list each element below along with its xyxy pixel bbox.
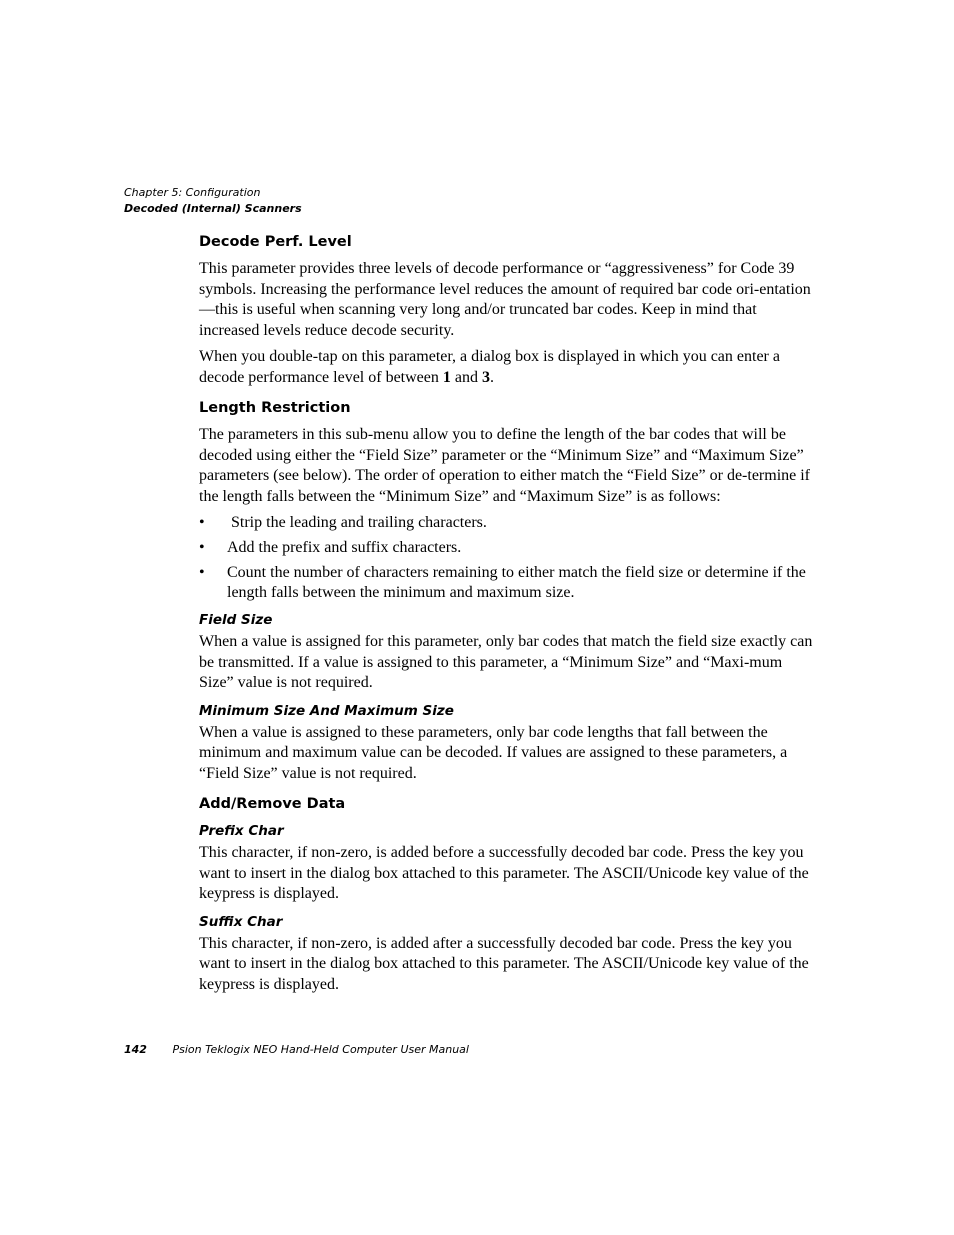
page-number: 142 <box>124 1043 147 1056</box>
length-restriction-heading: Length Restriction <box>199 400 351 416</box>
decode-perf-heading: Decode Perf. Level <box>199 234 352 250</box>
decode-perf-p2-text: When you double-tap on this parameter, a dialog box is displayed in which you can enter a decode performance level of between <box>199 348 780 386</box>
list-item <box>199 538 815 558</box>
field-size-text: When a value is assigned for this parameter, only bar codes that match the field size exactly can be transmitted. If a value is assigned to this parameter, a “Minimum Size” and “Maxi-mum Size” value is not required. <box>199 633 813 691</box>
running-head-chapter: Chapter 5: Configuration <box>124 186 261 199</box>
decode-perf-p2-and: and <box>450 368 482 386</box>
decode-perf-max-level: 3 <box>481 368 490 386</box>
running-head-section: Decoded (Internal) Scanners <box>124 202 302 215</box>
bullet-icon: • <box>199 564 205 581</box>
list-item <box>199 563 815 603</box>
bullet-icon: • <box>199 514 205 531</box>
field-size-heading: Field Size <box>199 612 273 628</box>
prefix-char-heading: Prefix Char <box>199 823 284 839</box>
list-item-text: Add the prefix and suffix characters. <box>227 539 462 556</box>
decode-perf-p2-period: . <box>489 368 494 386</box>
decode-perf-paragraph-2 <box>199 347 815 388</box>
suffix-char-text: This character, if non-zero, is added after a successfully decoded bar code. Press the key you want to insert in the dialog box attached to this parameter. The ASCII/Unicode key value of the keypress is displayed. <box>199 934 809 993</box>
decode-perf-paragraph-1: This parameter provides three levels of decode performance or “aggressiveness” for Code 39 symbols. Increasing the performance level reduces the amount of required bar code ori-entation—this is useful when scanning very long and/or truncated bar codes. Keep in mind that increased levels reduce decode security. <box>199 260 811 339</box>
list-item <box>199 513 815 533</box>
operation-steps-list <box>199 513 815 603</box>
add-remove-data-heading: Add/Remove Data <box>199 796 346 812</box>
page-content <box>199 232 815 1001</box>
min-max-size-heading: Minimum Size And Maximum Size <box>199 702 454 719</box>
min-max-size-text: When a value is assigned to these parameters, only bar code lengths that fall between the minimum and maximum value can be decoded. If values are assigned to these parameters, a “Field Size” value is not required. <box>199 723 788 782</box>
list-item-text: Strip the leading and trailing characters. <box>231 514 487 531</box>
decode-perf-min-level: 1 <box>442 368 451 386</box>
page-footer <box>124 1042 469 1058</box>
bullet-icon: • <box>199 539 205 556</box>
list-item-text: Count the number of characters remaining to either match the field size or determine if the length falls between the minimum and maximum size. <box>227 564 806 601</box>
suffix-char-heading: Suffix Char <box>199 913 283 930</box>
prefix-char-text: This character, if non-zero, is added before a successfully decoded bar code. Press the key you want to insert in the dialog box attached to this parameter. The ASCII/Unicode key value of the keypress is displayed. <box>199 844 809 902</box>
manual-title: Psion Teklogix NEO Hand-Held Computer User Manual <box>172 1043 469 1056</box>
length-restriction-intro: The parameters in this sub-menu allow you to define the length of the bar codes that will be decoded using either the “Field Size” parameter or the “Minimum Size” and “Maximum Size” parameters (see below). The order of operation to either match the “Field Size” or de-termine if the length falls between the “Minimum Size” and “Maximum Size” is as follows: <box>199 426 811 505</box>
